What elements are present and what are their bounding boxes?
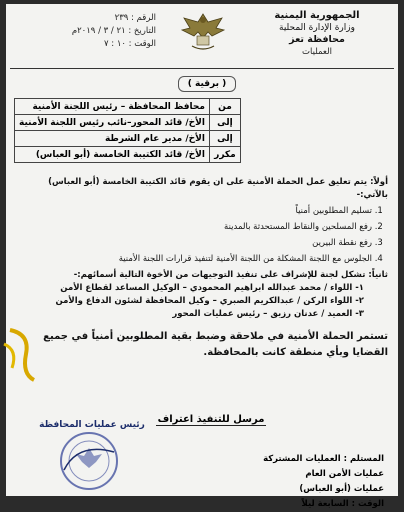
recipients-table (14, 98, 241, 163)
receiver-line: المستلم : العمليات المشتركة (263, 454, 384, 464)
ref-number: الرقم : ٢٣٩ (114, 13, 156, 23)
list-item: 4. الجلوس مع اللجنة المشكلة من اللجنة الأمنية لتنفيذ قرارات اللجنة الأمنية (16, 253, 372, 266)
row-value: محافظ المحافظة – رئيس اللجنة الأمنية (15, 99, 210, 115)
list-item: ٢- اللواء الركن / عبدالكريم الصبري – وكيل المحافظة لشئون الدفاع والأمن (55, 296, 364, 306)
row-label: من (209, 99, 240, 115)
list-item: 1. تسليم المطلوبين أمنياً (16, 205, 372, 218)
yellow-stamp-icon (0, 324, 40, 384)
closing-paragraph: تستمر الحملة الأمنية في ملاحقة وضبط بقية المطلوبين أمنياً في جميع القضايا وبأي منطقة كانت بالمحافظة. (43, 331, 388, 358)
list-item: ١- اللواء / محمد عبدالله ابراهيم المحمودي – الوكيل المساعد لقطاع الأمن (60, 283, 364, 293)
receivers-block (234, 452, 384, 512)
list-item: 2. رفع المسلحين والنقاط المستحدثة بالمدينة (16, 221, 372, 234)
row-label: إلى (209, 131, 240, 147)
list-item: 3. رفع نقطة البيرين (16, 237, 372, 250)
sent-for-execution: مرسل للتنفيذ اعتراف (157, 414, 265, 425)
receiver-line: عمليات (أبو العباس) (299, 484, 384, 494)
table-row (15, 115, 241, 131)
row-label: مكرر (209, 147, 240, 163)
header-country: الجمهورية اليمنية (274, 10, 360, 21)
row-value: الأخ/ قائد المحور–نائب رئيس اللجنة الأمنية (15, 115, 210, 131)
cable-label: ( برقية ) (178, 76, 236, 92)
header-reference (26, 12, 156, 51)
intro-paragraph: أولاً: يتم تعليق عمل الحملة الأمنية على ان يقوم قائد الكتيبة الخامسة (أبو العباس) بالآتي:- (48, 177, 388, 200)
row-value: الأخ/ مدير عام الشرطة (15, 131, 210, 147)
eagle-emblem-icon (178, 8, 228, 54)
receiver-line: عمليات الأمن العام (305, 469, 384, 479)
ref-time: الوقت : ١٠ : ٧ (103, 39, 156, 49)
header-divider (10, 68, 394, 69)
table-row (15, 131, 241, 147)
receiver-line: الوقت : السابعة ليلاً (301, 499, 384, 509)
table-row (15, 99, 241, 115)
document-body (16, 176, 388, 361)
second-paragraph: ثانياً: تشكل لجنة للإشراف على تنفيذ التوجيهات من الأخوة التالية أسمائهم:- (73, 270, 388, 280)
ref-date: التاريخ : ٢١ / ٣ / ٢٠١٩م (71, 26, 156, 36)
row-value: الأخ/ قائد الكتيبة الخامسة (أبو العباس) (15, 147, 210, 163)
header-governorate: محافظة تعز (289, 34, 345, 45)
header-ministry: وزارة الإدارة المحلية (279, 23, 355, 33)
official-stamp-icon (58, 430, 120, 492)
document-page (6, 4, 398, 509)
header-issuer (252, 10, 382, 58)
table-row (15, 147, 241, 163)
list-item: ٣- العميد / عدنان رزيق – رئيس عمليات المحور (172, 309, 364, 319)
signature-title: رئيس عمليات المحافظة (39, 420, 145, 430)
task-list (16, 205, 388, 266)
row-label: إلى (209, 115, 240, 131)
header-department: العمليات (302, 47, 332, 57)
